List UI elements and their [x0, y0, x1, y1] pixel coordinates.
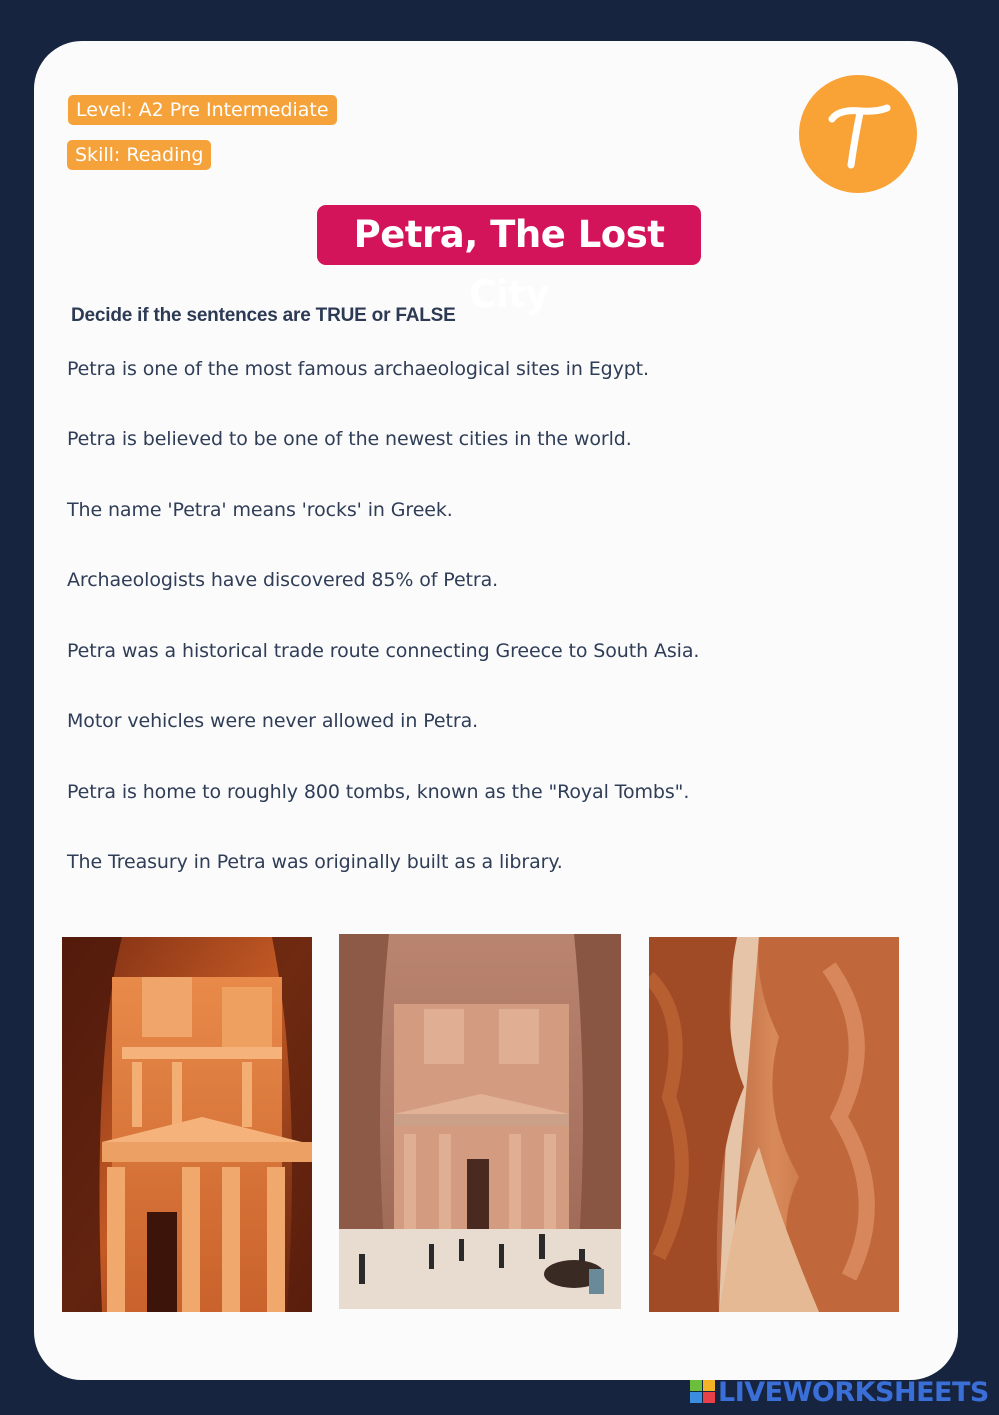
treasury-with-tourists-photo	[339, 934, 621, 1309]
statement-7: Petra is home to roughly 800 tombs, known as the "Royal Tombs".	[67, 781, 690, 803]
statement-5: Petra was a historical trade route connecting Greece to South Asia.	[67, 640, 700, 662]
statement-3: The name 'Petra' means 'rocks' in Greek.	[67, 499, 453, 521]
treasury-closeup-photo	[62, 937, 312, 1312]
statement-4: Archaeologists have discovered 85% of Petra.	[67, 569, 499, 591]
teacher-logo	[799, 75, 917, 193]
level-tag: Level: A2 Pre Intermediate	[68, 95, 337, 125]
statement-1: Petra is one of the most famous archaeological sites in Egypt.	[67, 358, 649, 380]
worksheet-card	[34, 41, 958, 1380]
instruction-text: Decide if the sentences are TRUE or FALSE	[71, 305, 456, 326]
liveworksheets-brand	[690, 1377, 989, 1409]
letter-t-icon	[799, 75, 917, 193]
liveworksheets-logo-icon	[690, 1380, 716, 1404]
skill-tag: Skill: Reading	[67, 140, 211, 170]
page-title: Petra, The Lost City	[317, 205, 701, 265]
statement-2: Petra is believed to be one of the newest cities in the world.	[67, 428, 632, 450]
brand-text: LIVEWORKSHEETS	[718, 1377, 989, 1408]
statement-6: Motor vehicles were never allowed in Petra.	[67, 710, 479, 732]
siq-canyon-photo	[649, 937, 899, 1312]
statement-8: The Treasury in Petra was originally built as a library.	[67, 851, 563, 873]
